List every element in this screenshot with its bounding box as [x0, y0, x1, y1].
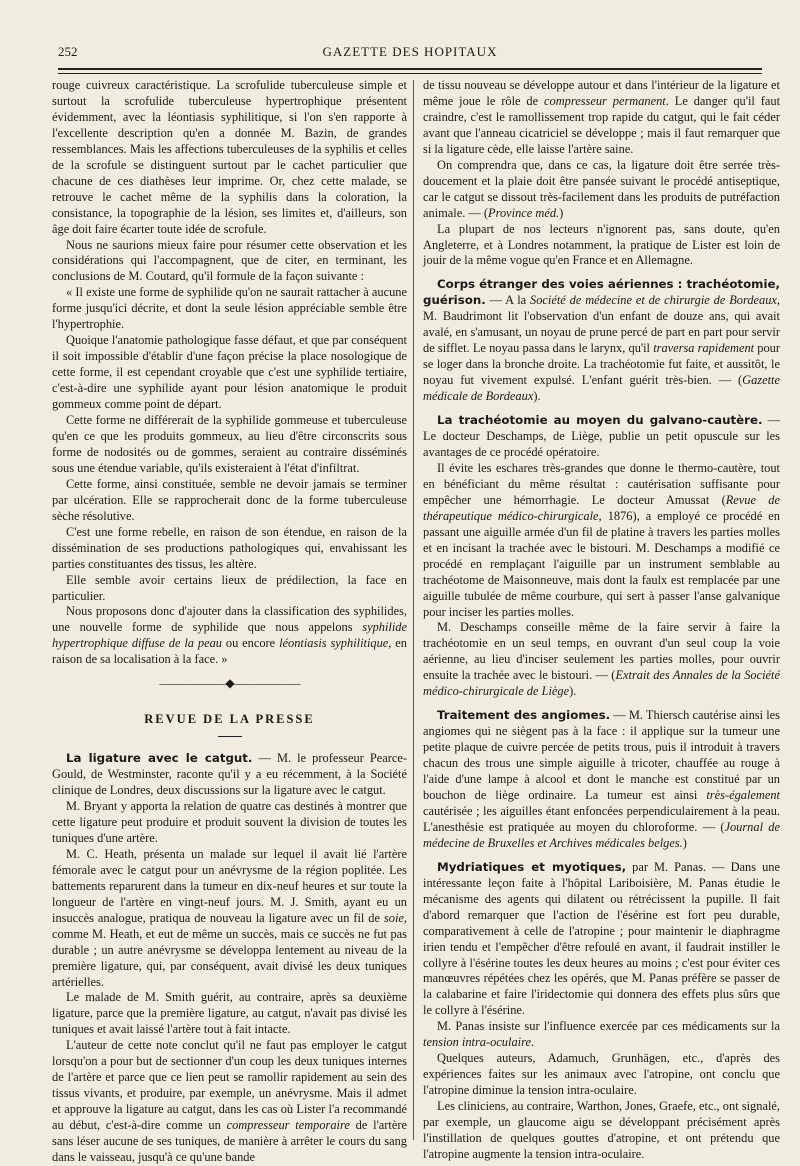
- article-paragraph: Quelques auteurs, Adamuch, Grunhägen, etc., d'après des expériences faites sur les animaux avec l'atropine, ont conclu que l'atropine diminue la tension intra-oculaire.: [423, 1051, 780, 1098]
- text-run: — A la: [485, 293, 531, 308]
- text-run: pour se loger dans la bronche droite. La trachéotomie fut faite, et aussitôt, le noyau fut vivement expulsé. L'enfant guérit très-bien. — (: [423, 341, 781, 388]
- text-run: — Le docteur Deschamps, de Liège, publie un petit opuscule sur les avantages de ce procédé opératoire.: [423, 413, 780, 459]
- paragraph: rouge cuivreux caractéristique. La scrofulide tuberculeuse simple et surtout la scrofulide tuberculeuse hypertrophique présentent évidemment, avec la léontiasis syphilitique, si l'on s'en rapporte à l'excellente description qu'en a donnée M. Bazin, de grandes ressemblances. Mais les affections tuberculeuses de la syphilis et celles de la scrofule se distinguent surtout par le cachet particulier que chacune de ces diathèses leur imprime. Or, chez cette malade, se retrouve le cachet même de la syphilis dans la coloration, la consistance, la topographie de la lésion, ses limites et, d'ailleurs, son âge doit faire écarter toute idée de scrofule.: [52, 78, 407, 236]
- section-title: REVUE DE LA PRESSE: [144, 712, 315, 727]
- text-run: . Le danger qu'il faut craindre, c'est le ramollissement trop rapide du catgut, qui le fait céder avant que l'anneau cicatriciel se développe ; mais il faut remarquer que si la ligature cède, elle laisse l'artère saine.: [423, 93, 781, 156]
- short-rule: [218, 736, 242, 737]
- text-run: de tissu nouveau se développe autour et dans l'intérieur de la ligature et même joue le rôle de: [423, 78, 780, 108]
- spacer: [423, 700, 780, 708]
- article-heading: Mydriatiques et myotiques,: [437, 859, 627, 874]
- article-paragraph: Le malade de M. Smith guérit, au contraire, après sa deuxième ligature, parce que la première ligature, au catgut, n'avait pas divisé les tuniques et avait laissé l'artère tout à fait intacte.: [52, 990, 407, 1037]
- journal-title: GAZETTE DES HOPITAUX: [322, 44, 498, 59]
- article-paragraph: La plupart de nos lecteurs n'ignorent pas, sans doute, qu'en Angleterre, et à Londres notamment, la pratique de Lister est loin de jouir de la même vogue qu'en France et en Allemagne.: [423, 221, 780, 268]
- article-paragraph: [423, 708, 780, 852]
- italic-term: syphilide hypertrophique diffuse de la peau: [52, 620, 407, 651]
- article-heading: Corps étranger des voies aériennes : trachéotomie, guérison.: [423, 277, 780, 308]
- left-column: [52, 78, 407, 1166]
- italic-term: Société de médecine et de chirurgie de Bordeaux,: [530, 293, 780, 308]
- italic-term: très-également: [706, 787, 780, 802]
- text-run: en raison de sa localisation à la face. »: [52, 636, 407, 667]
- italic-term: léontiasis syphilitique,: [279, 636, 392, 651]
- text-run: ou encore: [221, 636, 280, 651]
- text-run: ).: [569, 684, 577, 699]
- article-paragraph: [52, 1038, 407, 1166]
- italic-term: compresseur permanent: [544, 93, 666, 108]
- text-run: Nous proposons donc d'ajouter dans la classification des syphilides, une nouvelle forme de syphilide que nous appelons: [52, 604, 407, 635]
- spacer: [423, 269, 780, 277]
- article-paragraph: [423, 860, 780, 1020]
- source-citation: Revue de thérapeutique médico-chirurgicale: [423, 492, 780, 523]
- spacer: [423, 405, 780, 413]
- article-paragraph: [423, 158, 780, 222]
- page-header: [58, 44, 762, 64]
- quote-paragraph: Cette forme, ainsi constituée, semble ne devoir jamais se terminer par ulcération. Elle se rapprocherait donc de la forme tuberculeuse sèche résolutive.: [52, 476, 407, 523]
- article-heading: La trachéotomie au moyen du galvano-cautère.: [437, 413, 763, 428]
- section-ornament: ——————◆——————: [159, 676, 300, 691]
- article-paragraph: [423, 277, 780, 405]
- quote-paragraph: Quoique l'anatomie pathologique fasse défaut, et que par conséquent il soit impossible d'établir d'une façon précise la place nosologique de cette forme, il est cependant croyable que c'est une syphilide tertiaire, c'est-à-dire une syphilide ayant pour lésion anatomique le produit gommeux comme point de départ.: [52, 333, 407, 412]
- spacer: [423, 852, 780, 860]
- article-paragraph: M. Bryant y apporta la relation de quatre cas destinés à montrer que cette ligature peut produire et produit souvent la division de toutes les tuniques d'une artère.: [52, 799, 407, 845]
- text-run: , 1876), a employé ce procédé en passant une aiguille armée d'un fil de platine à travers les parties molles et en incisant la trachée avec le bistouri. M. Deschamps a modifié ce procédé en remplaçant l'aiguille par un instrument semblable au trachéotome de Maisonneuve, mais dont la faulx est remplacée par une aiguille tubulée de même courbure, qui sert à passer l'anse galvanique pour inciser les parties molles.: [423, 508, 780, 619]
- article-paragraph: [52, 847, 407, 991]
- source-citation: Journal de médecine de Bruxelles et Archives médicales belges.: [423, 819, 780, 850]
- text-run: Il évite les eschares très-grandes que donne le thermo-cautère, tout en bénéficiant du même résultat : cautérisation suffisante pour empêcher une hémorrhagie. Le docteur Amussat (: [423, 460, 780, 507]
- article-heading: Traitement des angiomes.: [437, 708, 611, 723]
- column-divider: [413, 80, 414, 1140]
- italic-term: tension intra-oculaire: [423, 1035, 531, 1050]
- text-run: cautérisée ; les aiguilles étant enfoncées perpendiculairement à la peau. L'anesthésie est pratiquée au moyen du chloroforme. — (: [423, 803, 780, 834]
- header-rule-thin: [58, 73, 762, 74]
- quote-paragraph: Elle semble avoir certains lieux de prédilection, la face en particulier.: [52, 572, 407, 603]
- text-run: de l'artère sans léser aucune de ses tuniques, de manière à arrêter le cours du sang dans le vaisseau, jusqu'à ce qu'une bande: [52, 1118, 407, 1164]
- italic-term: soie: [383, 910, 404, 925]
- quote-paragraph: C'est une forme rebelle, en raison de son étendue, en raison de la dissémination de ses productions pathologiques qui, envahissant les parties constituantes des tissus, les altère.: [52, 524, 407, 571]
- text-run: — M. Thiersch cautérise ainsi les angiomes qui ne siègent pas à la face : il applique sur la tumeur une petite plaque de cuivre percée de petits trous, puis il introduit à travers chacun des trous une simple aiguille à tricoter, chauffée au rouge à l'aide d'une lampe à alcool et dont le manche est constitué par un bouchon de liège ordinaire. La tumeur est ainsi: [423, 708, 780, 802]
- text-run: M. C. Heath, présenta un malade sur lequel il avait lié l'artère fémorale avec le catgut pour un anévrysme de la région poplitée. Les battements reparurent dans la tumeur en dix-neuf heures et sur toute la longueur de l'artère en vingt-neuf jours. M. J. Smith, ayant eu un insuccès analogue, pratiqua de nouveau la ligature avec un fil de: [52, 846, 407, 925]
- article-paragraph: [423, 620, 780, 700]
- quote-paragraph: « Il existe une forme de syphilide qu'on ne saurait rattacher à aucune forme jusqu'ici décrite, et dont la seule lésion appréciable semble être l'hypertrophie.: [52, 285, 407, 332]
- italic-term: traversa rapidement: [653, 341, 755, 356]
- right-column: [423, 78, 780, 1163]
- article-paragraph: [423, 78, 780, 158]
- page-number: 252: [58, 44, 78, 59]
- article-paragraph: [423, 1019, 780, 1051]
- quote-paragraph: Cette forme ne différerait de la syphilide gommeuse et tuberculeuse qu'en ce que les produits gommeux, au lieu d'être circonscrits sous forme de nodosités ou de gommes, seraient au contraire disséminés sous une étendue variable, qu'ils existeraient à l'état d'infiltrat.: [52, 413, 407, 475]
- header-rule-thick: [58, 68, 762, 70]
- italic-term: compresseur temporaire: [226, 1118, 350, 1133]
- text-run: ): [559, 205, 564, 220]
- text-run: ): [682, 835, 687, 850]
- paragraph: Nous ne saurions mieux faire pour résumer cette observation et les considérations qui l'accompagnent, que de citer, en terminant, les conclusions de M. Coutard, qu'il formule de la façon suivante :: [52, 237, 407, 284]
- text-run: M. Panas insiste sur l'influence exercée par ces médicaments sur la: [437, 1019, 780, 1034]
- text-run: M. Baudrimont lit l'observation d'un enfant de douze ans, qui avait avalé, en s'amusant, un noyau de prune percé de part en part pour servir de sifflet. Le noyau passa dans le larynx, qu'il: [423, 309, 780, 356]
- article-heading: La ligature avec le catgut.: [66, 751, 253, 766]
- text-run: , comme M. Heath, et eut de même un succès, mais ce succès ne fut pas durable ; un autre anévrysme se développa lentement au niveau de la première ligature, qui, par conséquent, avait divisé les deux tuniques artérielles.: [52, 910, 407, 989]
- text-run: L'auteur de cette note conclut qu'il ne faut pas employer le catgut lorsqu'on a pour but de sectionner d'un coup les deux tuniques internes de l'artère et parce que ce lien peut se ramollir rapidement au sein des tissus vivants, et produire, par exemple, un anévrysme. Mais il admet et approuve la ligature au catgut, dans les cas où Lister l'a recommandé au début, c'est-à-dire comme un: [52, 1038, 407, 1133]
- text-run: .: [530, 1035, 535, 1050]
- source-citation: Province méd.: [488, 205, 560, 220]
- article-paragraph: [423, 461, 780, 621]
- source-citation: Gazette médicale de Bordeaux: [423, 373, 780, 404]
- text-run: par M. Panas. — Dans une intéressante leçon faite à l'hôpital Lariboisière, M. Panas étudie le mécanisme des agents qui dilatent ou rétrécissent la pupille. Il fait d'abord remarquer que l'action de l'ésérine est fort peu durable, comparativement à celle de l'atropine ; pour maintenir le diaphragme irien tendu et l'empêcher d'être refoulé en avant, il faudrait instiller le collyre à l'ésérine toutes les deux heures au moins ; c'est pour éviter ces manœuvres répétées chez les opérés, que M. Panas préfère se passer de la calabarine et faire l'iridectomie qui donnera des effets plus sûrs que le collyre à l'ésérine.: [423, 859, 780, 1018]
- source-citation: Extrait des Annales de la Société médico-chirurgicale de Liège: [423, 668, 780, 699]
- quote-paragraph: [52, 604, 407, 668]
- text-run: ).: [533, 389, 541, 404]
- article-paragraph: [423, 413, 780, 461]
- article-paragraph: Les cliniciens, au contraire, Warthon, Jones, Graefe, etc., ont signalé, par exemple, un glaucome aigu se développant précisément après l'instillation de quelques gouttes d'atropine, et ont prétendu que l'atropine augmente la tension intra-oculaire.: [423, 1099, 780, 1161]
- text-run: M. Deschamps conseille même de la faire servir à faire la trachéotomie en un seul temps, en ouvrant d'un seul coup la voie aérienne, au lieu d'inciser seulement les parties molles, pour ouvrir ensuite la trachée avec le bistouri. — (: [423, 620, 780, 683]
- text-run: — M. le professeur Pearce-Gould, de Westminster, raconte qu'il y a eu récemment, à la Société clinique de Londres, deux discussions sur la ligature avec le catgut.: [52, 751, 408, 798]
- text-run: On comprendra que, dans ce cas, la ligature doit être serrée très-doucement et la plaie doit être pansée suivant le procédé antiseptique, car le catgut se dissout très-facilement dans les produits de putréfaction animale. — (: [423, 157, 780, 220]
- article-paragraph: [52, 751, 407, 799]
